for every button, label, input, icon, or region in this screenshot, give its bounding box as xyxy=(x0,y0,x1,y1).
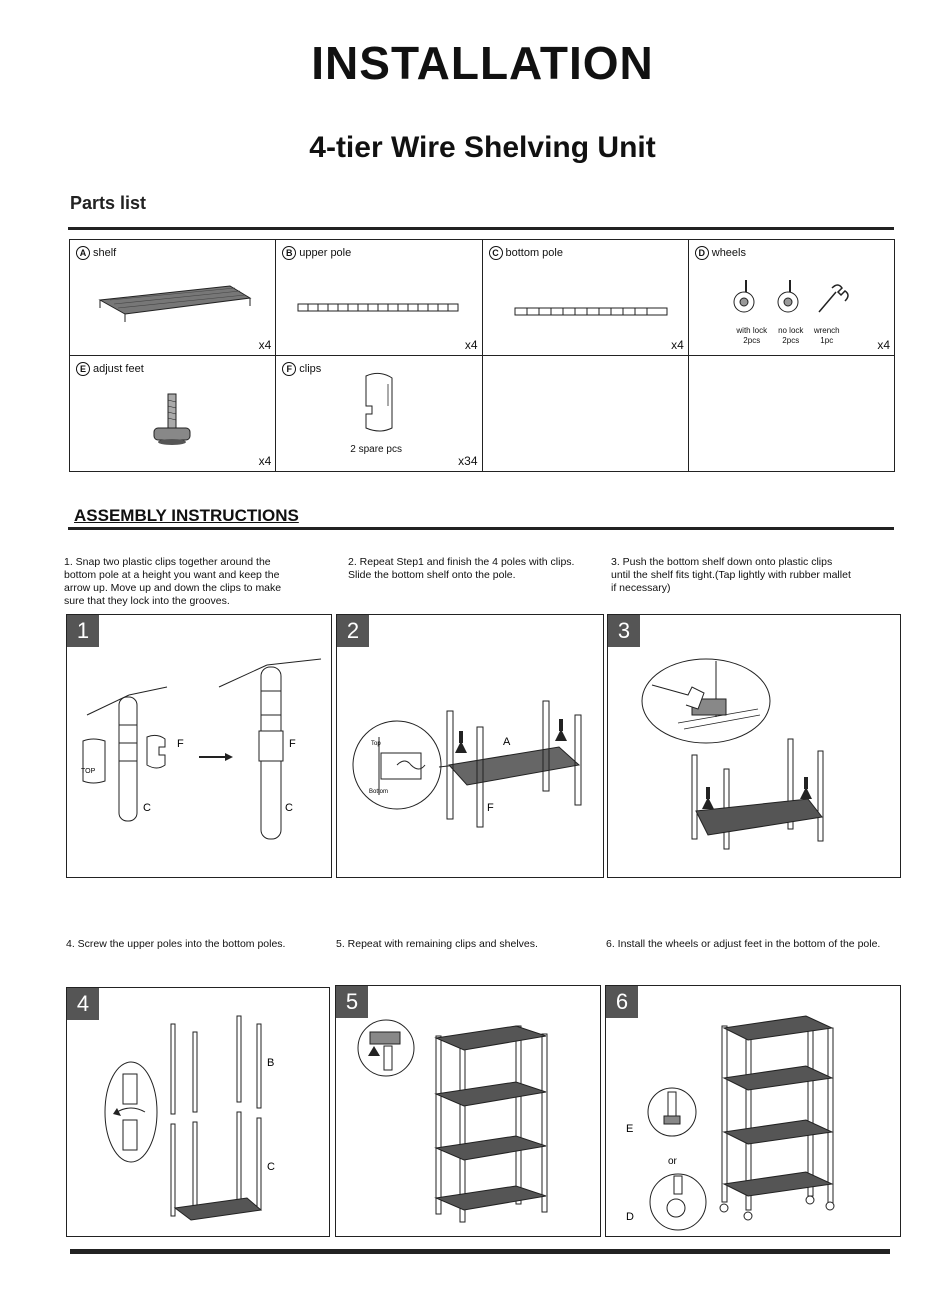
step-5-text: 5. Repeat with remaining clips and shelves. xyxy=(336,938,538,950)
step-2-text: 2. Repeat Step1 and finish the 4 poles with clips. Slide the bottom shelf onto the pole. xyxy=(348,556,575,581)
step-2-diagram xyxy=(337,615,605,879)
label-top-small: Top xyxy=(371,741,381,747)
clip-illustration xyxy=(358,370,398,436)
part-cell-adjust-feet xyxy=(70,356,276,472)
assembly-divider xyxy=(68,527,894,530)
label-f: F xyxy=(177,738,184,750)
wheel-icon xyxy=(778,280,798,312)
part-letter-badge: B xyxy=(282,246,296,260)
step-5-panel xyxy=(335,985,601,1237)
step-number-badge: 5 xyxy=(336,986,368,1018)
part-name: bottom pole xyxy=(505,247,563,259)
part-quantity: x4 xyxy=(671,338,684,352)
parts-divider xyxy=(68,227,894,230)
part-letter-badge: D xyxy=(695,246,709,260)
part-cell-bottom-pole xyxy=(482,240,688,356)
parts-list-heading: Parts list xyxy=(70,193,147,213)
label-b: B xyxy=(267,1057,275,1069)
wheel-sub-label: no lock 2pcs xyxy=(778,326,804,345)
label-c: C xyxy=(143,802,151,814)
step-number-badge: 1 xyxy=(67,615,99,647)
wheel-sub-label: with lock 2pcs xyxy=(736,326,768,345)
page-subtitle: 4-tier Wire Shelving Unit xyxy=(309,131,656,164)
step-3-diagram xyxy=(608,615,902,879)
part-quantity: x4 xyxy=(258,338,272,352)
part-letter-badge: C xyxy=(489,246,503,260)
part-cell-upper-pole xyxy=(276,240,482,356)
part-name: clips xyxy=(299,363,322,375)
label-c: C xyxy=(285,802,293,814)
step-number-badge: 6 xyxy=(606,986,638,1018)
step-3-panel xyxy=(607,614,901,878)
part-label xyxy=(76,362,144,376)
part-name: adjust feet xyxy=(93,363,144,375)
step-1-text: 1. Snap two plastic clips together around the bottom pole at a height you want and keep the arrow up. Move up and down the clips to make sure that they lock into the grooves. xyxy=(64,556,282,607)
bottom-pole-illustration xyxy=(513,304,683,320)
upper-pole-illustration xyxy=(296,300,466,316)
part-cell-empty xyxy=(482,356,688,472)
step-2-panel xyxy=(336,614,604,878)
part-letter-badge: A xyxy=(76,246,90,260)
step-4-panel xyxy=(66,987,330,1237)
wrench-icon xyxy=(819,285,848,312)
wheels-illustration xyxy=(724,278,854,318)
part-quantity: x34 xyxy=(458,454,478,468)
part-name: upper pole xyxy=(299,247,352,259)
part-letter-badge: F xyxy=(282,362,296,376)
bottom-rule xyxy=(70,1249,890,1254)
part-label xyxy=(489,246,563,260)
part-name: wheels xyxy=(711,247,746,259)
step-6-panel xyxy=(605,985,901,1237)
part-cell-wheels xyxy=(688,240,894,356)
clips-note: 2 spare pcs xyxy=(350,444,402,455)
label-c: C xyxy=(267,1161,275,1173)
label-bottom-small: Bottom xyxy=(369,789,389,795)
step-number-badge: 4 xyxy=(67,988,99,1020)
part-cell-shelf xyxy=(70,240,276,356)
page-title: INSTALLATION xyxy=(311,37,654,89)
part-quantity: x4 xyxy=(464,338,478,352)
label-top: TOP xyxy=(81,768,96,775)
part-label xyxy=(282,362,321,376)
step-3-text: 3. Push the bottom shelf down onto plastic clips until the shelf fits tight.(Tap lightly with rubber mallet if necessary) xyxy=(611,556,851,594)
step-4-text: 4. Screw the upper poles into the bottom poles. xyxy=(66,938,286,950)
part-quantity: x4 xyxy=(258,454,272,468)
part-label xyxy=(282,246,351,260)
part-label xyxy=(76,246,116,260)
step-5-diagram xyxy=(336,986,602,1238)
label-e: E xyxy=(626,1123,634,1135)
label-d: D xyxy=(626,1211,634,1223)
step-1-panel xyxy=(66,614,332,878)
assembly-heading: ASSEMBLY INSTRUCTIONS xyxy=(74,506,299,525)
label-a: A xyxy=(503,736,511,748)
adjust-foot-illustration xyxy=(148,390,198,454)
step-1-diagram xyxy=(67,615,333,879)
part-cell-empty xyxy=(688,356,894,472)
wheel-sub-label: wrench 1pc xyxy=(813,326,840,345)
part-label xyxy=(695,246,746,260)
step-6-diagram xyxy=(606,986,902,1238)
step-number-badge: 2 xyxy=(337,615,369,647)
shelf-illustration xyxy=(90,278,260,328)
step-number-badge: 3 xyxy=(608,615,640,647)
part-letter-badge: E xyxy=(76,362,90,376)
label-or: or xyxy=(668,1156,677,1167)
label-f: F xyxy=(487,802,494,814)
part-name: shelf xyxy=(93,247,117,259)
label-f: F xyxy=(289,738,296,750)
step-4-diagram xyxy=(67,988,331,1238)
parts-table xyxy=(69,239,895,472)
locking-wheel-icon xyxy=(734,280,754,312)
step-6-text: 6. Install the wheels or adjust feet in the bottom of the pole. xyxy=(606,938,881,950)
part-cell-clips xyxy=(276,356,482,472)
part-quantity: x4 xyxy=(877,338,890,352)
